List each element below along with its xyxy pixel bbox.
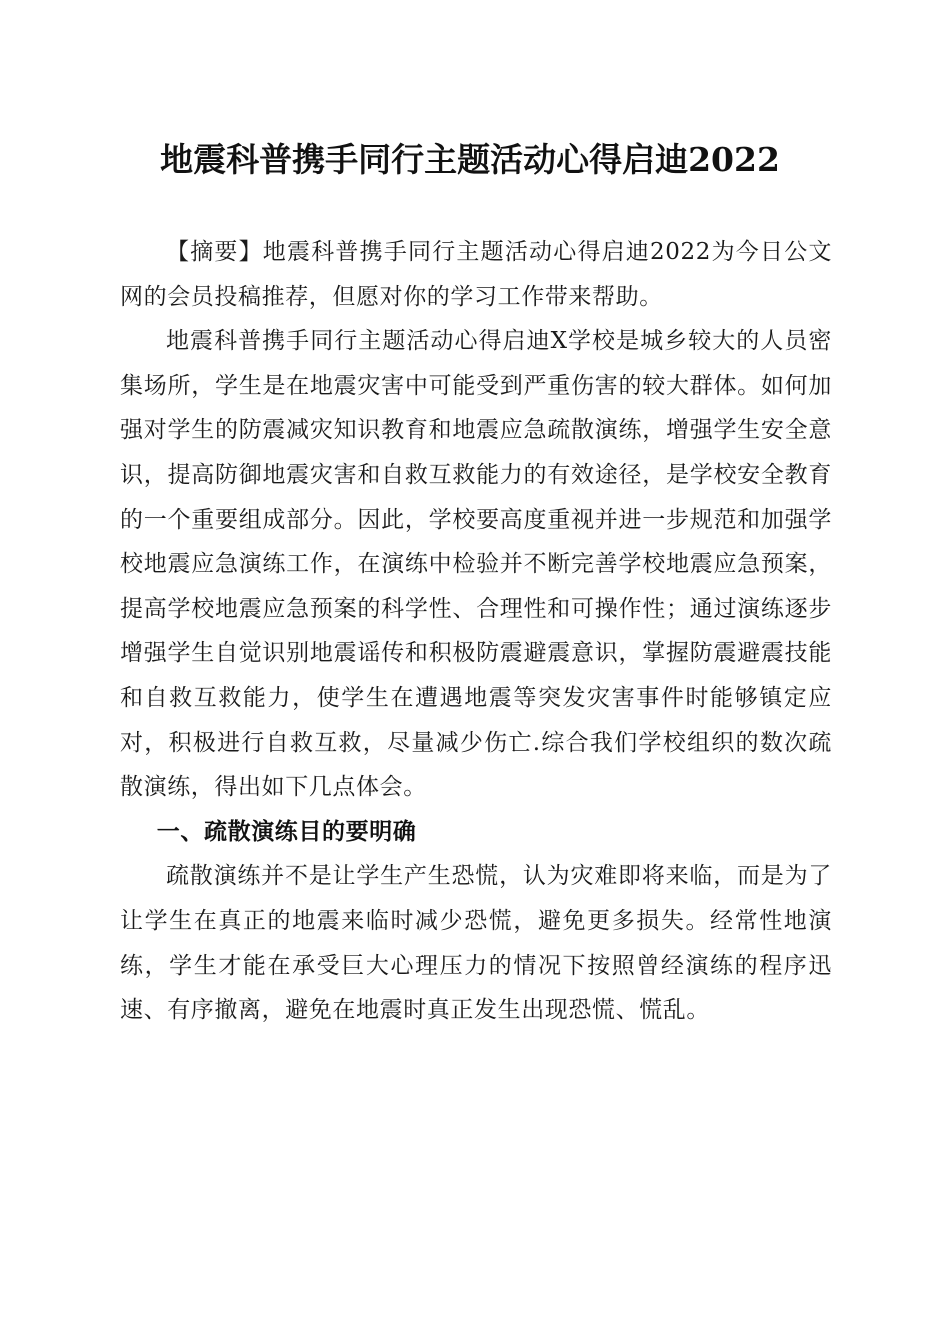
section-heading-1: 一、疏散演练目的要明确	[156, 818, 417, 845]
body-paragraph-1: 地震科普携手同行主题活动心得启迪X学校是城乡较大的人员密集场所，学生是在地震灾害中可能受到严重伤害的较大群体。如何加强对学生的防震减灾知识教育和地震应急疏散演练，增强学生安全意识，提高防御地震灾害和自救互救能力的有效途径，是学校安全教育的一个重要组成部分。因此，学校要高度重视并进一步规范和加强学校地震应急演练工作，在演练中检验并不断完善学校地震应急预案，提高学校地震应急预案的科学性、合理性和可操作性；通过演练逐步增强学生自觉识别地震谣传和积极防震避震意识，掌握防震避震技能和自救互救能力，使学生在遭遇地震等突发灾害事件时能够镇定应对，积极进行自救互救，尽量减少伤亡.综合我们学校组织的数次疏散演练，得出如下几点体会。	[120, 328, 832, 801]
document-body	[120, 230, 832, 1033]
document-title: 地震科普携手同行主题活动心得启迪2022	[160, 140, 780, 179]
abstract-paragraph: 【摘要】地震科普携手同行主题活动心得启迪2022为今日公文网的会员投稿推荐，但愿对你的学习工作带来帮助。	[120, 239, 832, 310]
body-paragraph-2: 疏散演练并不是让学生产生恐慌，认为灾难即将来临，而是为了让学生在真正的地震来临时减少恐慌，避免更多损失。经常性地演练，学生才能在承受巨大心理压力的情况下按照曾经演练的程序迅速、有序撤离，避免在地震时真正发生出现恐慌、慌乱。	[120, 863, 832, 1024]
